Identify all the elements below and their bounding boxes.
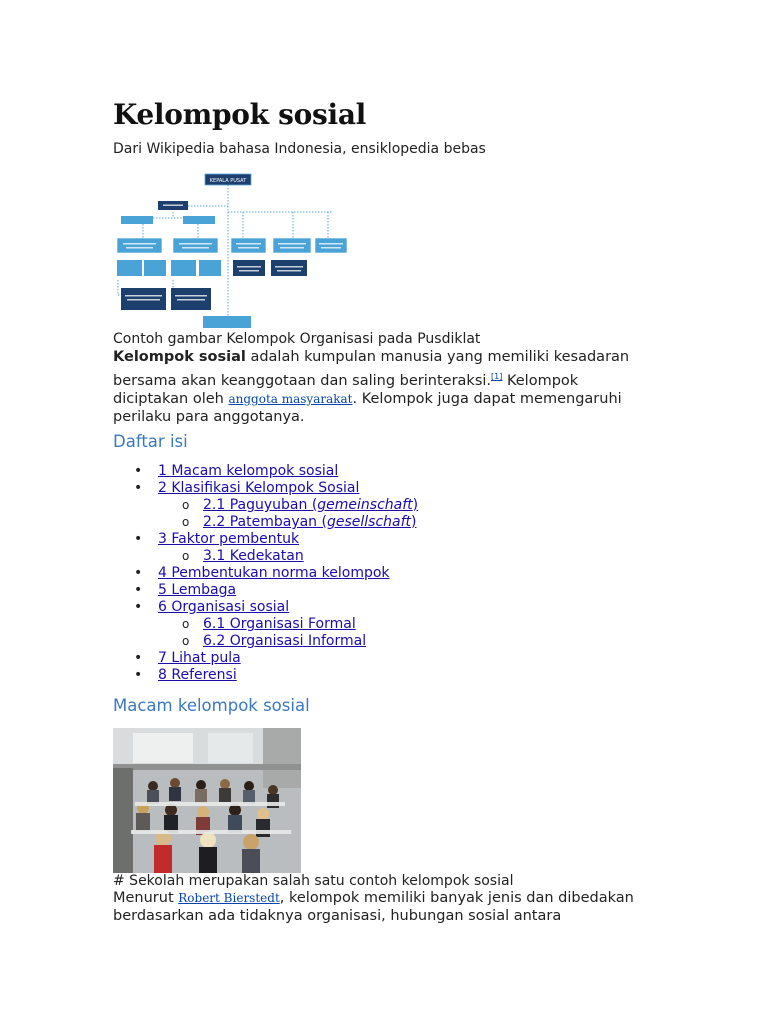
- toc-link-italic: gesellschaft: [326, 514, 412, 530]
- org-chart-top-label: KEPALA PUSAT: [209, 178, 247, 184]
- toc-item: [113, 667, 418, 684]
- figure-caption: Contoh gambar Kelompok Organisasi pada Pusdiklat: [113, 331, 481, 347]
- intro-text-a: adalah kumpulan manusia yang memiliki kesadaran bersama akan keanggotaan dan saling berinteraksi.: [113, 349, 630, 389]
- toc-link-close: ): [412, 497, 419, 513]
- page-subtitle: Dari Wikipedia bahasa Indonesia, ensiklopedia bebas: [113, 141, 486, 157]
- reference-marker[interactable]: [491, 368, 502, 382]
- toc-link-6-2[interactable]: 6.2 Organisasi Informal: [203, 633, 367, 649]
- robert-bierstedt-link[interactable]: Robert Bierstedt: [178, 891, 280, 905]
- org-chart-image[interactable]: [113, 170, 361, 330]
- toc-link-italic: gemeinschaft: [317, 497, 413, 513]
- toc-link-text: 2.1 Paguyuban (: [203, 497, 318, 513]
- toc-link-8[interactable]: 8 Referensi: [158, 667, 237, 683]
- toc-link-1[interactable]: 1 Macam kelompok sosial: [158, 463, 339, 479]
- toc-item: [113, 650, 418, 667]
- classroom-photo[interactable]: [113, 728, 301, 873]
- toc-item: [113, 599, 418, 616]
- toc-link-close: ): [411, 514, 417, 530]
- reference-link[interactable]: [1]: [491, 372, 503, 381]
- bold-term: Kelompok sosial: [113, 349, 246, 365]
- toc-subitem: [113, 497, 418, 514]
- toc-link-2-2[interactable]: [203, 514, 417, 530]
- section-heading: Macam kelompok sosial: [113, 696, 310, 715]
- toc-item: [113, 480, 418, 497]
- toc-item: [113, 565, 418, 582]
- toc-item: [113, 531, 418, 548]
- intro-text-c: . Kelompok juga dapat memengaruhi perilaku para anggotanya.: [113, 390, 622, 425]
- toc-link-6-1[interactable]: 6.1 Organisasi Formal: [203, 616, 356, 632]
- photo-caption: # Sekolah merupakan salah satu contoh kelompok sosial: [113, 873, 514, 889]
- toc-link-2[interactable]: 2 Klasifikasi Kelompok Sosial: [158, 480, 360, 496]
- toc-link-7[interactable]: 7 Lihat pula: [158, 650, 241, 666]
- page-title: Kelompok sosial: [113, 98, 366, 131]
- toc-subitem: [113, 548, 418, 565]
- toc-subitem: [113, 514, 418, 531]
- toc-link-3-1[interactable]: 3.1 Kedekatan: [203, 548, 304, 564]
- anggota-masyarakat-link[interactable]: anggota masyarakat: [228, 391, 353, 406]
- toc-link-text: 2.2 Patembayan (: [203, 514, 327, 530]
- intro-paragraph: [113, 348, 653, 426]
- toc-heading: Daftar isi: [113, 432, 188, 451]
- toc-item: [113, 582, 418, 599]
- table-of-contents: [113, 463, 418, 684]
- section-paragraph: [113, 889, 653, 925]
- toc-link-5[interactable]: 5 Lembaga: [158, 582, 237, 598]
- toc-subitem: [113, 633, 418, 650]
- toc-subitem: [113, 616, 418, 633]
- toc-link-2-1[interactable]: [203, 497, 418, 513]
- toc-item: [113, 463, 418, 480]
- toc-link-3[interactable]: 3 Faktor pembentuk: [158, 531, 300, 547]
- para-text-a: Menurut: [113, 890, 179, 906]
- toc-link-6[interactable]: 6 Organisasi sosial: [158, 599, 290, 615]
- para-text-b: , kelompok memiliki banyak jenis dan dibedakan berdasarkan ada tidaknya organisasi, hubungan sosial antara: [113, 890, 634, 924]
- intro-text-b: Kelompok diciptakan oleh: [113, 372, 579, 407]
- toc-link-4[interactable]: 4 Pembentukan norma kelompok: [158, 565, 390, 581]
